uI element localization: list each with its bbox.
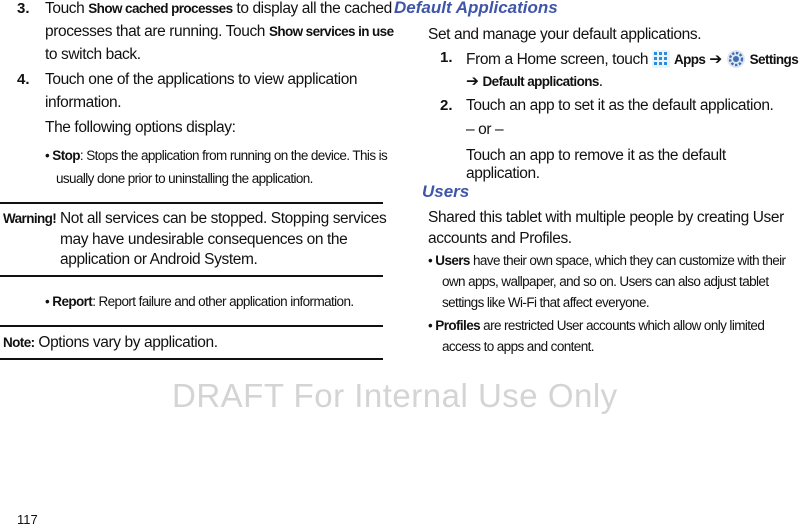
warning-label: Warning! (3, 211, 57, 226)
default-apps-step-1-line-2: ➔ Default applications. (466, 73, 603, 90)
draft-watermark: DRAFT For Internal Use Only (172, 377, 618, 414)
default-applications-label: Default applications (482, 74, 599, 89)
default-apps-step-2: Touch an app to set it as the default application. (466, 97, 774, 114)
divider (0, 275, 383, 277)
profiles-bullet-line-2: access to apps and content. (442, 339, 594, 354)
step-4-line-3: The following options display: (45, 119, 236, 136)
settings-label: Settings (749, 52, 799, 67)
default-apps-intro: Set and manage your default applications. (428, 26, 702, 43)
users-bullet-line-3: settings like Wi-Fi that affect everyone. (442, 295, 649, 310)
arrow-right-icon: ➔ (709, 51, 722, 68)
users-heading: Users (422, 182, 470, 201)
or-separator: – or – (466, 121, 504, 138)
show-services-in-use-label: Show services in use (268, 24, 394, 39)
divider (0, 358, 383, 360)
page-number: 117 (17, 512, 38, 527)
stop-line-1: • Stop: Stops the application from running on the device. This is (45, 148, 388, 163)
divider (0, 202, 383, 204)
settings-gear-icon (726, 49, 746, 69)
default-apps-step-2-alt: Touch an app to remove it as the default application. (466, 147, 726, 182)
apps-grid-icon (652, 50, 670, 68)
warning-line-3: application or Android System. (60, 251, 258, 268)
apps-label: Apps (673, 52, 706, 67)
warning-line-1: Not all services can be stopped. Stopping services (60, 210, 387, 227)
profiles-bullet-line-1: • Profiles are restricted User accounts which allow only limited (428, 318, 765, 333)
users-bullet-line-1: • Users have their own space, which they can customize with their (428, 253, 786, 268)
step-4-line-2: information. (45, 94, 122, 111)
note: Note: Options vary by application. (3, 334, 218, 351)
default-apps-step-1-line-1: From a Home screen, touch Apps ➔ Settings (466, 51, 799, 68)
divider (0, 325, 383, 327)
step-3-line-3: to switch back. (45, 46, 141, 63)
step-number: 3. (17, 0, 30, 17)
arrow-right-icon: ➔ (466, 73, 479, 90)
step-number: 1. (440, 49, 453, 66)
step-number: 2. (440, 97, 453, 114)
step-3-line-1: Touch Show cached processes to display all the cached (45, 0, 392, 17)
show-cached-processes-label: Show cached processes (88, 1, 233, 16)
report-bullet: • Report: Report failure and other application information. (45, 294, 354, 309)
note-label: Note: (3, 335, 35, 350)
step-4-line-1: Touch one of the applications to view application (45, 71, 358, 88)
users-bullet-line-2: own apps, wallpaper, and so on. Users can also adjust tablet (442, 274, 769, 289)
users-intro-line-2: accounts and Profiles. (428, 230, 572, 247)
step-3-line-2: processes that are running. Touch Show services in use (45, 23, 394, 40)
stop-line-2: usually done prior to uninstalling the application. (56, 171, 313, 186)
users-intro-line-1: Shared this tablet with multiple people by creating User (428, 209, 784, 226)
default-applications-heading: Default Applications (394, 0, 558, 17)
warning-line-2: may have undesirable consequences on the (60, 231, 348, 248)
step-number: 4. (17, 71, 30, 88)
